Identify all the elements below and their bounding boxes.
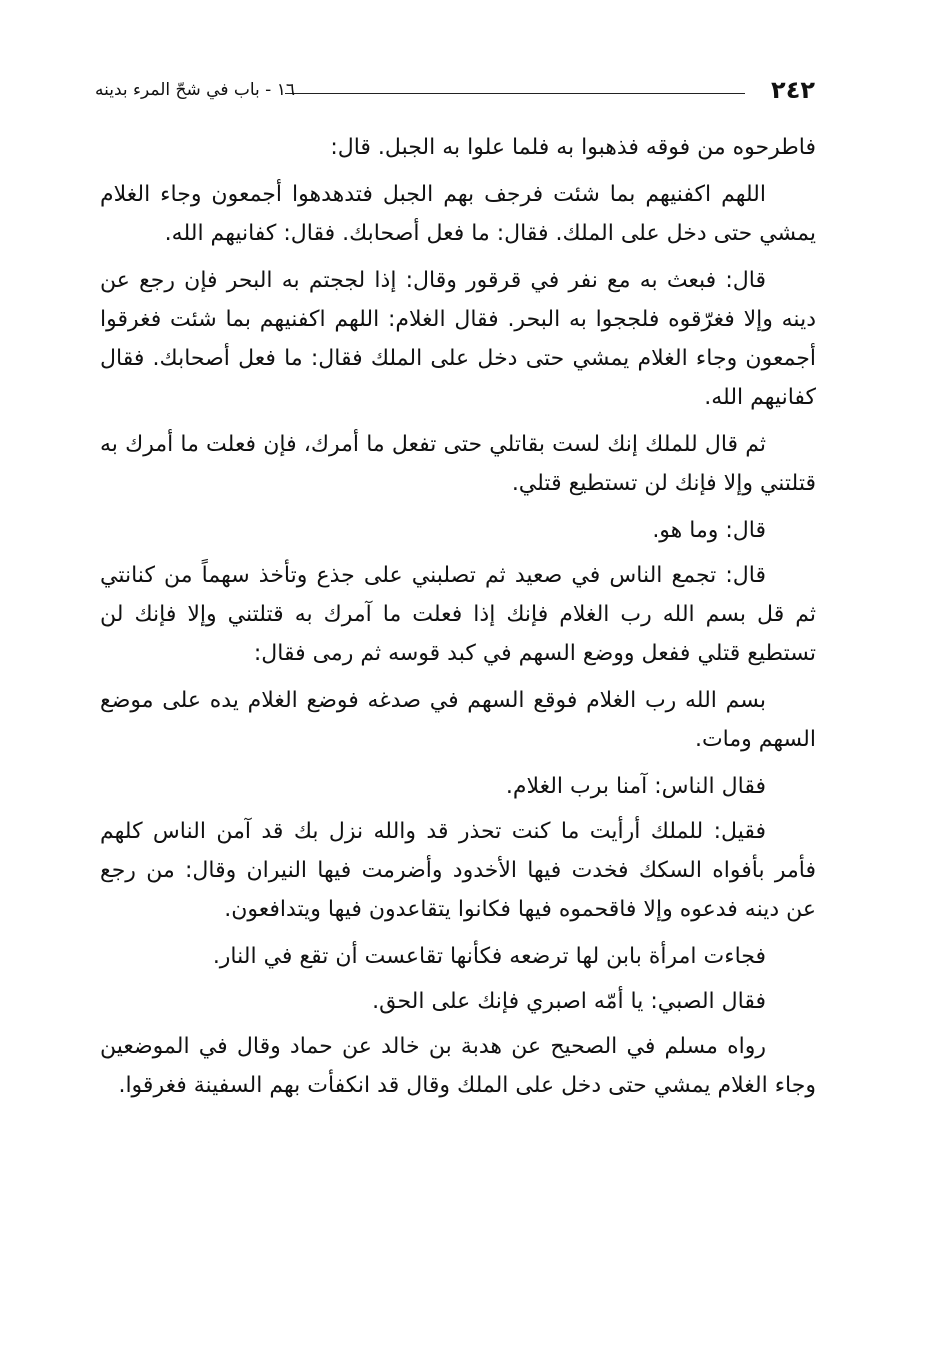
page-header (95, 76, 815, 110)
paragraph: قال: فبعث به مع نفر في قرقور وقال: إذا لججتم به البحر فإن رجع عن دينه وإلا فغرّقوه فلججوا به البحر. فقال الغلام: اللهم اكفنيهم بما شئت فغرقوا أجمعون وجاء الغلام يمشي حتى دخل على الملك فقال: ما فعل أصحابك. فقال كفانيهم الله. (100, 268, 816, 410)
paragraph: اللهم اكفنيهم بما شئت فرجف بهم الجبل فتدهدهوا أجمعون وجاء الغلام يمشي حتى دخل على الملك. فقال: ما فعل أصحابك. فقال: كفانيهم الله. (100, 182, 816, 246)
body-text (100, 128, 816, 1113)
paragraph: ثم قال للملك إنك لست بقاتلي حتى تفعل ما أمرك، فإن فعلت ما أمرك به قتلتني وإلا فإنك لن تستطيع قتلي. (100, 432, 816, 496)
paragraph: فاطرحوه من فوقه فذهبوا به فلما علوا به الجبل. قال: (330, 135, 816, 160)
paragraph: رواه مسلم في الصحيح عن هدبة بن خالد عن حماد وقال في الموضعين وجاء الغلام يمشي حتى دخل على الملك وقال قد انكفأت بهم السفينة فغرقوا. (100, 1034, 816, 1098)
running-title: ١٦ - باب في شحّ المرء بدينه (95, 80, 295, 100)
paragraph: قال: وما هو. (652, 518, 766, 543)
header-rule (285, 93, 745, 94)
paragraph: فقال الصبي: يا أمّه اصبري فإنك على الحق. (372, 989, 766, 1014)
paragraph: فقيل: للملك أرأيت ما كنت تحذر قد والله نزل بك قد آمن الناس كلهم فأمر بأفواه السكك فخدت فيها الأخدود وأضرمت فيها النيران وقال: من رجع عن دينه فدعوه وإلا فاقحموه فيها فكانوا يتقاعدون فيها ويتدافعون. (100, 819, 816, 922)
paragraph: فجاءت امرأة بابن لها ترضعه فكأنها تقاعست أن تقع في النار. (212, 944, 766, 969)
paragraph: فقال الناس: آمنا برب الغلام. (505, 774, 766, 799)
paragraph: قال: تجمع الناس في صعيد ثم تصلبني على جذع وتأخذ سهماً من كنانتي ثم قل بسم الله رب الغلام فإنك إذا فعلت ما آمرك به قتلتني وإلا فإنك لن تستطيع قتلي ففعل ووضع السهم في كبد قوسه ثم رمى فقال: (100, 563, 816, 666)
page-number: ٢٤٢ (771, 76, 815, 104)
paragraph: بسم الله رب الغلام فوقع السهم في صدغه فوضع الغلام يده على موضع السهم ومات. (100, 688, 816, 752)
